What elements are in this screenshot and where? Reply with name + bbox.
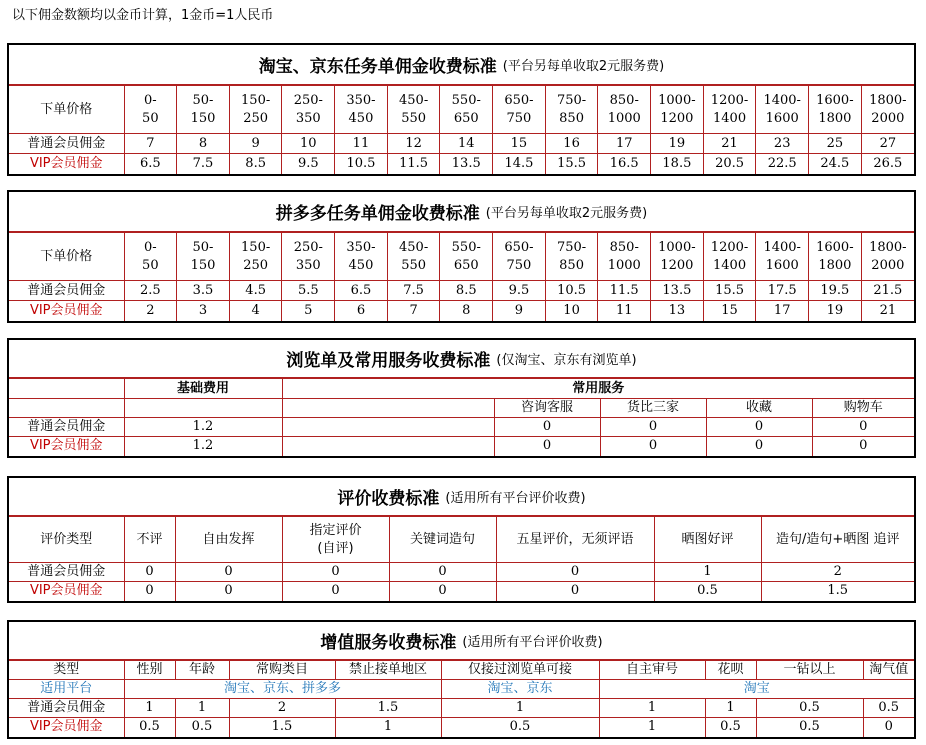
vip-commission: 17 (756, 301, 809, 321)
type-label: 类型 (9, 661, 124, 680)
price-range: 450- 550 (387, 86, 440, 134)
platform-label: 适用平台 (9, 680, 124, 699)
normal-service-fee: 0.5 (756, 699, 863, 718)
vip-commission: 4 (229, 301, 282, 321)
price-range: 650- 750 (493, 233, 546, 281)
price-range: 850- 1000 (598, 233, 651, 281)
normal-review-fee: 0 (175, 563, 282, 582)
vip-service-fee: 0 (706, 437, 812, 456)
price-range: 650- 750 (493, 86, 546, 134)
vip-commission: 13.5 (440, 154, 493, 174)
section-title-main: 评价收费标准 (337, 489, 440, 509)
normal-review-fee: 0 (496, 563, 654, 582)
normal-review-fee: 0 (389, 563, 496, 582)
section-title (9, 340, 914, 378)
service-header: 咨询客服 (494, 399, 600, 418)
price-range: 850- 1000 (598, 86, 651, 134)
normal-service-fee: 1 (599, 699, 705, 718)
normal-commission: 4.5 (229, 281, 282, 301)
section-title-sub: (适用所有平台评价收费) (445, 491, 586, 506)
service-type: 一钻以上 (756, 661, 863, 680)
normal-commission: 10 (282, 134, 335, 154)
vip-member-label: VIP会员佣金 (9, 154, 124, 174)
empty-cell (9, 379, 124, 399)
price-range: 150- 250 (229, 233, 282, 281)
vip-commission: 10.5 (335, 154, 388, 174)
section-title-sub: (仅淘宝、京东有浏览单) (496, 353, 637, 368)
vip-commission: 9 (493, 301, 546, 321)
vip-service-fee: 0.5 (441, 718, 599, 737)
vip-commission: 21 (861, 301, 914, 321)
review-type: 自由发挥 (175, 517, 282, 563)
normal-service-fee: 2 (229, 699, 335, 718)
review-type: 不评 (124, 517, 175, 563)
vip-commission: 20.5 (703, 154, 756, 174)
browse-table (9, 378, 914, 456)
normal-commission: 8.5 (440, 281, 493, 301)
section-title-main: 浏览单及常用服务收费标准 (286, 351, 491, 371)
price-range: 550- 650 (440, 233, 493, 281)
vip-commission: 11 (598, 301, 651, 321)
normal-commission: 5.5 (282, 281, 335, 301)
vip-service-fee: 1 (599, 718, 705, 737)
vip-commission: 2 (124, 301, 177, 321)
price-range: 1400- 1600 (756, 86, 809, 134)
vip-service-fee: 0.5 (756, 718, 863, 737)
normal-service-fee: 1 (705, 699, 756, 718)
normal-service-fee: 1.5 (335, 699, 441, 718)
vip-commission: 13 (651, 301, 704, 321)
vip-commission: 6.5 (124, 154, 177, 174)
vip-service-fee: 0 (812, 437, 914, 456)
vip-commission: 7 (387, 301, 440, 321)
price-range: 1000- 1200 (651, 86, 704, 134)
vip-member-label: VIP会员佣金 (9, 718, 124, 737)
vip-review-fee: 0 (124, 582, 175, 601)
service-type: 禁止接单地区 (335, 661, 441, 680)
service-type: 花呗 (705, 661, 756, 680)
empty-cell (282, 399, 494, 418)
normal-service-fee: 0 (600, 418, 706, 437)
section-title (9, 622, 914, 660)
section-title (9, 478, 914, 516)
normal-commission: 19 (651, 134, 704, 154)
vip-commission: 22.5 (756, 154, 809, 174)
section-title-main: 淘宝、京东任务单佣金收费标准 (258, 57, 497, 77)
service-type: 性别 (124, 661, 175, 680)
normal-commission: 23 (756, 134, 809, 154)
browse-service-section (7, 338, 916, 458)
normal-commission: 11.5 (598, 281, 651, 301)
vip-review-fee: 0 (389, 582, 496, 601)
vip-commission: 3 (177, 301, 230, 321)
review-type: 五星评价，无须评语 (496, 517, 654, 563)
base-fee-header: 基础费用 (124, 379, 282, 399)
pdd-commission-section (7, 190, 916, 323)
normal-commission: 17 (598, 134, 651, 154)
section-title-main: 拼多多任务单佣金收费标准 (275, 204, 480, 224)
normal-commission: 21 (703, 134, 756, 154)
price-range: 750- 850 (545, 233, 598, 281)
normal-member-label: 普通会员佣金 (9, 134, 124, 154)
vip-commission: 16.5 (598, 154, 651, 174)
vip-review-fee: 0 (175, 582, 282, 601)
vip-commission: 15.5 (545, 154, 598, 174)
empty-cell (124, 399, 282, 418)
normal-service-fee: 0 (494, 418, 600, 437)
normal-commission: 10.5 (545, 281, 598, 301)
vip-member-label: VIP会员佣金 (9, 437, 124, 456)
normal-commission: 14 (440, 134, 493, 154)
normal-commission: 7.5 (387, 281, 440, 301)
vip-service-fee: 0.5 (175, 718, 229, 737)
service-type: 淘气值 (863, 661, 914, 680)
normal-service-fee: 0.5 (863, 699, 914, 718)
normal-service-fee: 1 (175, 699, 229, 718)
vip-commission: 26.5 (861, 154, 914, 174)
vip-member-label: VIP会员佣金 (9, 582, 124, 601)
price-range: 350- 450 (335, 86, 388, 134)
price-range: 0- 50 (124, 233, 177, 281)
currency-note: 以下佣金数额均以金币计算，1金币=1人民币 (12, 8, 274, 23)
price-range: 1800- 2000 (861, 86, 914, 134)
order-price-label: 下单价格 (9, 233, 124, 281)
normal-service-fee: 0 (812, 418, 914, 437)
vip-service-fee: 0.5 (124, 718, 175, 737)
normal-commission: 13.5 (651, 281, 704, 301)
commission-table (9, 232, 914, 321)
service-header: 购物车 (812, 399, 914, 418)
normal-commission: 17.5 (756, 281, 809, 301)
normal-review-fee: 1 (654, 563, 761, 582)
value-added-table (9, 660, 914, 737)
price-range: 1000- 1200 (651, 233, 704, 281)
review-type: 指定评价 (自评) (282, 517, 389, 563)
vip-commission: 11.5 (387, 154, 440, 174)
price-range: 1800- 2000 (861, 233, 914, 281)
normal-commission: 8 (177, 134, 230, 154)
normal-member-label: 普通会员佣金 (9, 563, 124, 582)
normal-commission: 12 (387, 134, 440, 154)
platform-all: 淘宝、京东、拼多多 (124, 680, 441, 699)
normal-commission: 2.5 (124, 281, 177, 301)
normal-commission: 25 (809, 134, 862, 154)
vip-commission: 9.5 (282, 154, 335, 174)
platform-tb: 淘宝 (599, 680, 914, 699)
vip-review-fee: 0 (282, 582, 389, 601)
empty-cell (282, 418, 494, 437)
normal-commission: 9 (229, 134, 282, 154)
vip-member-label: VIP会员佣金 (9, 301, 124, 321)
normal-commission: 21.5 (861, 281, 914, 301)
section-title (9, 192, 914, 232)
vip-commission: 19 (809, 301, 862, 321)
price-range: 50- 150 (177, 86, 230, 134)
normal-commission: 3.5 (177, 281, 230, 301)
empty-cell (9, 399, 124, 418)
review-fee-section (7, 476, 916, 603)
normal-review-fee: 0 (282, 563, 389, 582)
section-title-sub: (平台另每单收取2元服务费) (502, 59, 665, 74)
review-type: 晒图好评 (654, 517, 761, 563)
vip-service-fee: 0 (494, 437, 600, 456)
normal-service-fee: 0 (706, 418, 812, 437)
normal-commission: 15.5 (703, 281, 756, 301)
normal-member-label: 普通会员佣金 (9, 418, 124, 437)
price-range: 350- 450 (335, 233, 388, 281)
review-type-label: 评价类型 (9, 517, 124, 563)
vip-commission: 7.5 (177, 154, 230, 174)
vip-commission: 15 (703, 301, 756, 321)
vip-commission: 8.5 (229, 154, 282, 174)
service-header: 货比三家 (600, 399, 706, 418)
price-range: 750- 850 (545, 86, 598, 134)
price-range: 250- 350 (282, 233, 335, 281)
price-range: 450- 550 (387, 233, 440, 281)
normal-service-fee: 1 (124, 699, 175, 718)
review-type: 造句/造句+晒图 追评 (761, 517, 914, 563)
vip-commission: 5 (282, 301, 335, 321)
service-header: 收藏 (706, 399, 812, 418)
normal-service-fee: 1 (441, 699, 599, 718)
normal-review-fee: 0 (124, 563, 175, 582)
price-range: 150- 250 (229, 86, 282, 134)
vip-service-fee: 0 (863, 718, 914, 737)
platform-tb-jd: 淘宝、京东 (441, 680, 599, 699)
vip-commission: 10 (545, 301, 598, 321)
taobao-jd-commission-section (7, 43, 916, 176)
section-title-main: 增值服务收费标准 (320, 633, 457, 653)
price-range: 1200- 1400 (703, 233, 756, 281)
normal-commission: 11 (335, 134, 388, 154)
section-title-sub: (适用所有平台评价收费) (462, 635, 603, 650)
price-range: 1400- 1600 (756, 233, 809, 281)
price-range: 50- 150 (177, 233, 230, 281)
normal-commission: 27 (861, 134, 914, 154)
normal-base-fee: 1.2 (124, 418, 282, 437)
normal-member-label: 普通会员佣金 (9, 699, 124, 718)
vip-service-fee: 0 (600, 437, 706, 456)
service-type: 仅接过浏览单可接 (441, 661, 599, 680)
empty-cell (282, 437, 494, 456)
value-added-service-section (7, 620, 916, 739)
vip-service-fee: 1.5 (229, 718, 335, 737)
price-range: 1600- 1800 (809, 86, 862, 134)
normal-review-fee: 2 (761, 563, 914, 582)
normal-commission: 19.5 (809, 281, 862, 301)
normal-commission: 6.5 (335, 281, 388, 301)
vip-review-fee: 0 (496, 582, 654, 601)
vip-commission: 18.5 (651, 154, 704, 174)
price-range: 1200- 1400 (703, 86, 756, 134)
price-range: 0- 50 (124, 86, 177, 134)
vip-service-fee: 1 (335, 718, 441, 737)
vip-commission: 6 (335, 301, 388, 321)
service-type: 自主审号 (599, 661, 705, 680)
price-range: 550- 650 (440, 86, 493, 134)
normal-commission: 9.5 (493, 281, 546, 301)
normal-commission: 16 (545, 134, 598, 154)
commission-table (9, 85, 914, 174)
vip-review-fee: 0.5 (654, 582, 761, 601)
service-type: 年龄 (175, 661, 229, 680)
vip-service-fee: 0.5 (705, 718, 756, 737)
section-title-sub: (平台另每单收取2元服务费) (485, 206, 648, 221)
common-services-header: 常用服务 (282, 379, 914, 399)
section-title (9, 45, 914, 85)
vip-commission: 8 (440, 301, 493, 321)
vip-base-fee: 1.2 (124, 437, 282, 456)
review-table (9, 516, 914, 601)
review-type: 关键词造句 (389, 517, 496, 563)
price-range: 1600- 1800 (809, 233, 862, 281)
vip-commission: 14.5 (493, 154, 546, 174)
normal-commission: 15 (493, 134, 546, 154)
vip-commission: 24.5 (809, 154, 862, 174)
vip-review-fee: 1.5 (761, 582, 914, 601)
normal-commission: 7 (124, 134, 177, 154)
price-range: 250- 350 (282, 86, 335, 134)
service-type: 常购类目 (229, 661, 335, 680)
order-price-label: 下单价格 (9, 86, 124, 134)
normal-member-label: 普通会员佣金 (9, 281, 124, 301)
